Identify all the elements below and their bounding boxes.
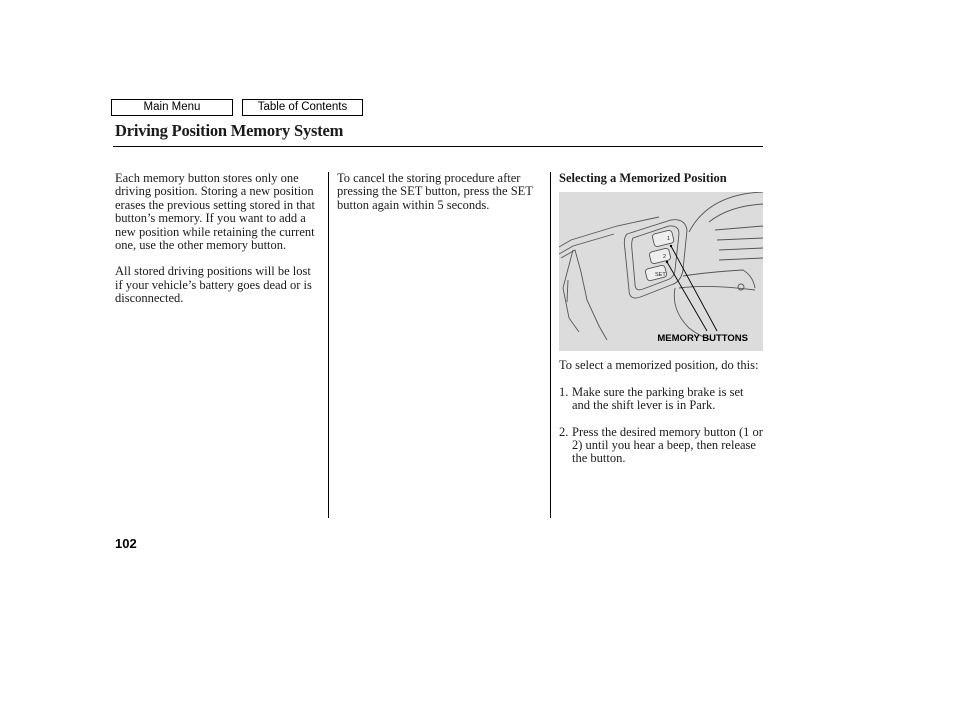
column-2 — [337, 172, 540, 225]
memory-button-1-label: 1 — [667, 236, 671, 243]
table-of-contents-button[interactable]: Table of Contents — [242, 99, 363, 116]
list-item — [559, 386, 764, 413]
page-title: Driving Position Memory System — [115, 121, 344, 140]
column-3 — [559, 172, 764, 479]
set-button-label: SET — [655, 272, 666, 279]
memory-buttons-illustration — [559, 192, 763, 351]
step-number: 2. — [559, 424, 569, 439]
main-menu-button[interactable]: Main Menu — [111, 99, 233, 116]
step-text: Make sure the parking brake is set and the shift lever is in Park. — [572, 384, 744, 413]
column-divider-1 — [328, 172, 329, 518]
section-heading: Selecting a Memorized Position — [559, 171, 727, 185]
door-panel-drawing — [559, 192, 763, 351]
paragraph: To cancel the storing procedure after pressing the SET button, press the SET button again within 5 seconds. — [337, 171, 533, 212]
step-text: Press the desired memory button (1 or 2) until you hear a beep, then release the button. — [572, 424, 763, 466]
paragraph: All stored driving positions will be lost if your vehicle’s battery goes dead or is disconnected. — [115, 264, 312, 306]
page-number: 102 — [115, 536, 137, 551]
memory-button-2-label: 2 — [663, 254, 667, 261]
title-divider — [113, 146, 763, 147]
paragraph: Each memory button stores only one driving position. Storing a new position erases the previous setting stored in that button’s memory. If you want to add a new position while retaining the current one, use the other memory button. — [115, 171, 315, 253]
paragraph: To select a memorized position, do this: — [559, 358, 759, 373]
column-1 — [115, 172, 320, 319]
step-number: 1. — [559, 384, 569, 399]
column-divider-2 — [550, 172, 551, 518]
figure-caption: MEMORY BUTTONS — [657, 333, 748, 345]
list-item — [559, 426, 764, 466]
